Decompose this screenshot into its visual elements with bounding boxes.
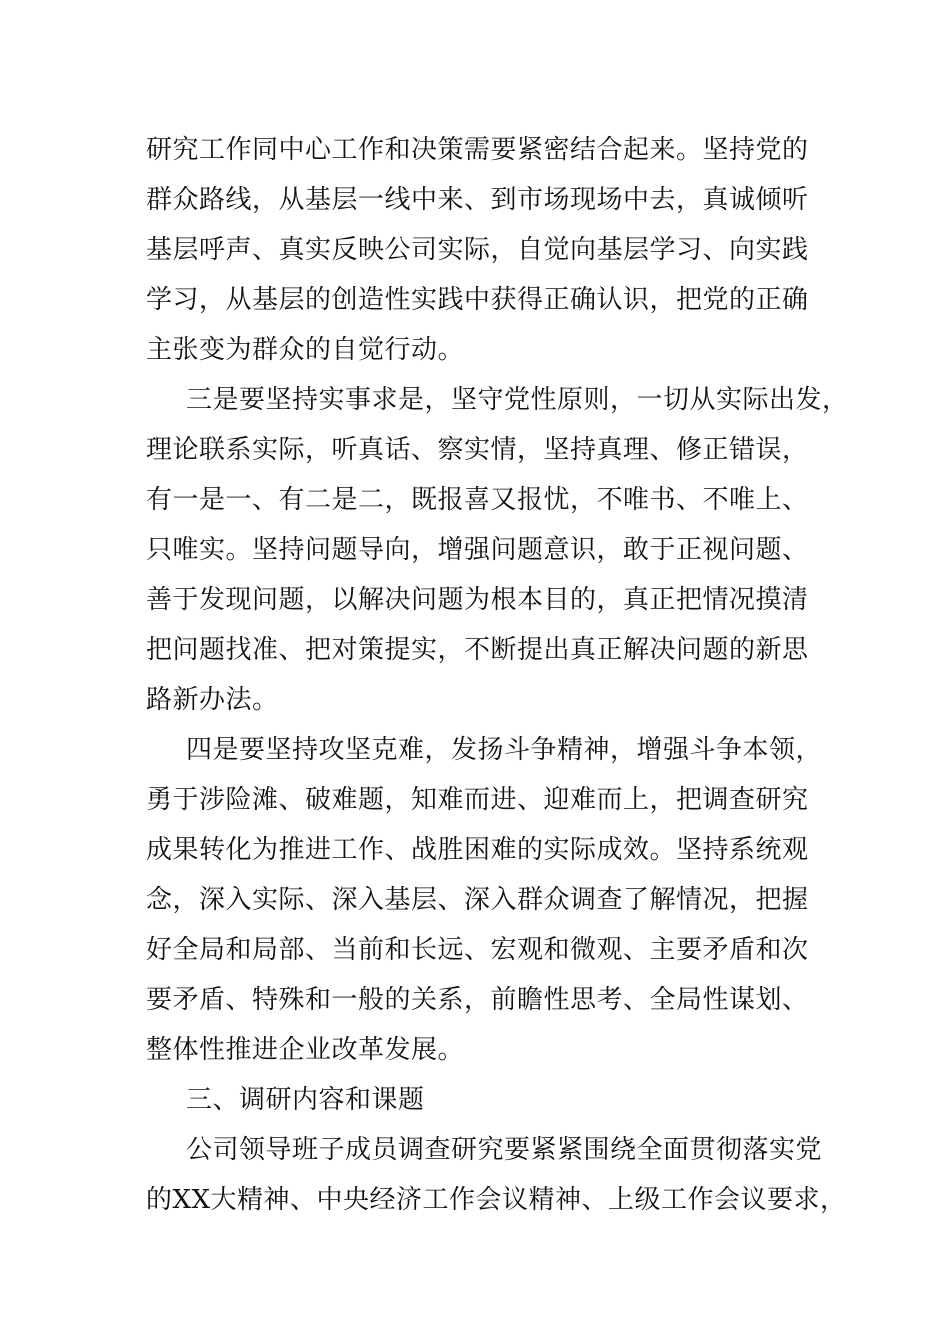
text-line: 好全局和局部、当前和长远、宏观和微观、主要矛盾和次 — [146, 935, 809, 965]
paragraph-start-line: 三是要坚持实事求是，坚守党性原则，一切从实际出发， — [186, 385, 849, 415]
text-line: 基层呼声、真实反映公司实际，自觉向基层学习、向实践 — [146, 235, 809, 265]
text-line: 路新办法。 — [146, 685, 279, 715]
text-line: 勇于涉险滩、破难题，知难而进、迎难而上，把调查研究 — [146, 785, 809, 815]
text-line: 研究工作同中心工作和决策需要紧密结合起来。坚持党的 — [146, 135, 809, 165]
text-line: 善于发现问题，以解决问题为根本目的，真正把情况摸清 — [146, 585, 809, 615]
section-heading: 三、调研内容和课题 — [186, 1085, 425, 1115]
text-line: 的XX大精神、中央经济工作会议精神、上级工作会议要求， — [146, 1185, 847, 1215]
text-line: 有一是一、有二是二，既报喜又报忧，不唯书、不唯上、 — [146, 485, 809, 515]
text-line: 把问题找准、把对策提实，不断提出真正解决问题的新思 — [146, 635, 809, 665]
text-line: 要矛盾、特殊和一般的关系，前瞻性思考、全局性谋划、 — [146, 985, 809, 1015]
paragraph-start-line: 四是要坚持攻坚克难，发扬斗争精神，增强斗争本领， — [186, 735, 823, 765]
text-line: 成果转化为推进工作、战胜困难的实际成效。坚持系统观 — [146, 835, 809, 865]
text-line: 理论联系实际，听真话、察实情，坚持真理、修正错误， — [146, 435, 809, 465]
text-line: 学习，从基层的创造性实践中获得正确认识，把党的正确 — [146, 285, 809, 315]
paragraph-start-line: 公司领导班子成员调查研究要紧紧围绕全面贯彻落实党 — [186, 1135, 823, 1165]
text-line: 只唯实。坚持问题导向，增强问题意识，敢于正视问题、 — [146, 535, 809, 565]
text-line: 群众路线，从基层一线中来、到市场现场中去，真诚倾听 — [146, 185, 809, 215]
text-line: 主张变为群众的自觉行动。 — [146, 335, 465, 365]
text-line: 整体性推进企业改革发展。 — [146, 1035, 465, 1065]
text-line: 念，深入实际、深入基层、深入群众调查了解情况，把握 — [146, 885, 809, 915]
